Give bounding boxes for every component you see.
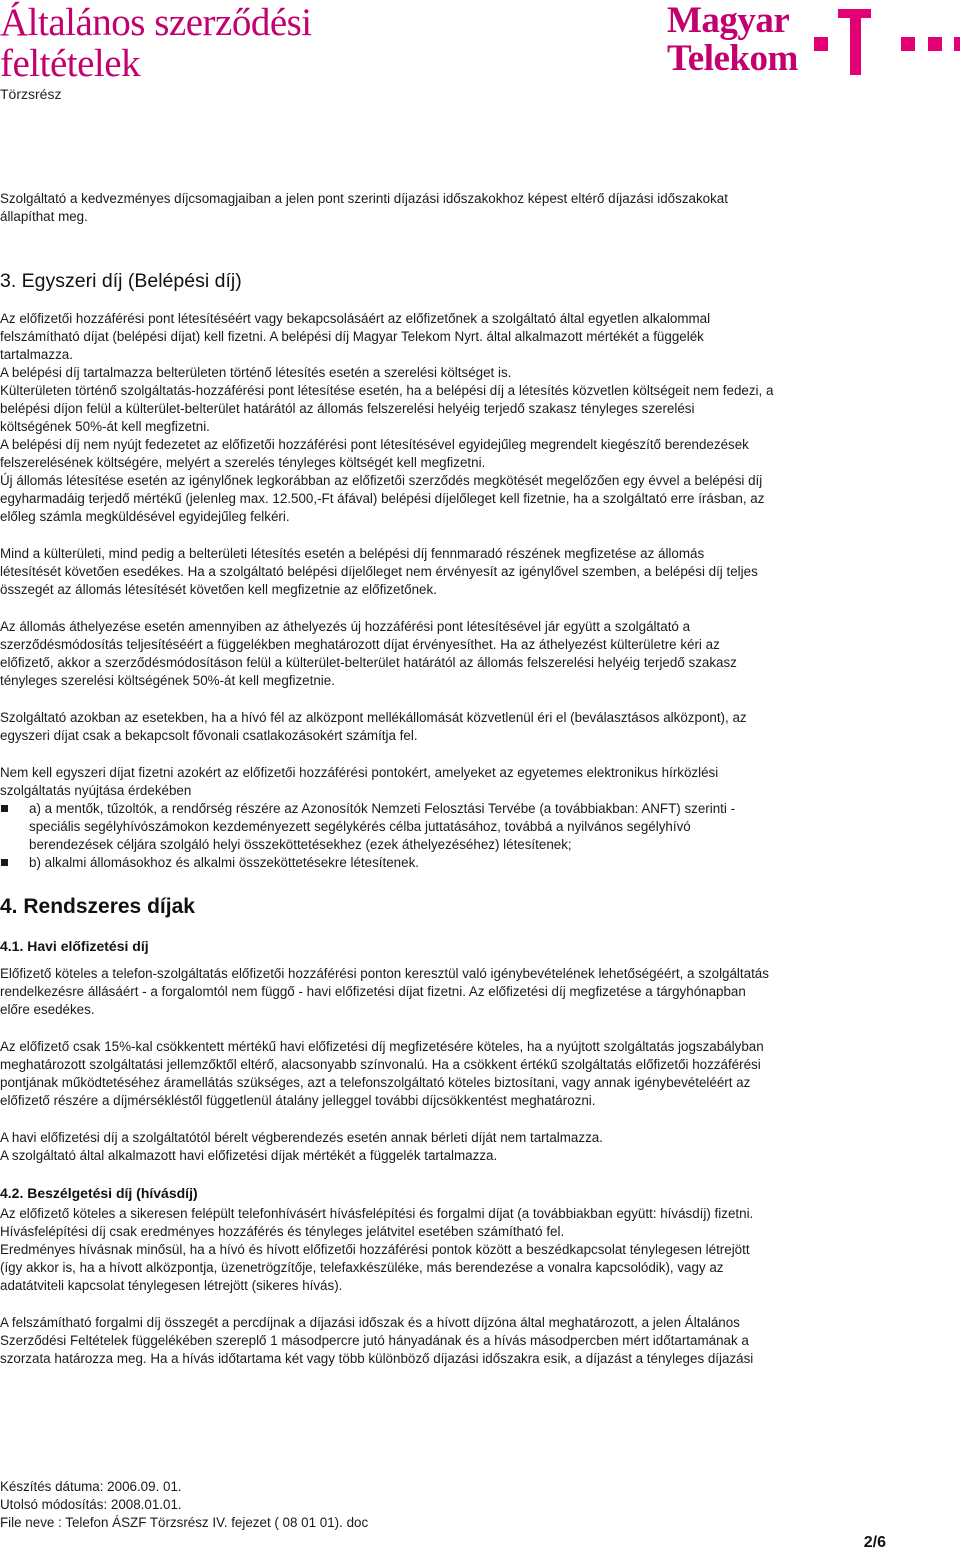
text-line: belépési díjon felül a külterület-belterület határától az állomás felszerelési helyéig terjedő szakasz tényleges szerelési bbox=[0, 401, 695, 416]
logo-square-left bbox=[814, 37, 828, 51]
text-line: rendelkezésre állásáért - a forgalomtól nem függő - havi előfizetési díjat fizetni. Az előfizetési díj megfizetése a tárgyhónapban bbox=[0, 984, 746, 999]
text-line: Szolgáltató azokban az esetekben, ha a hívó fél az alközpont mellékállomását közvetlenül éri el (beválasztásos alközpont), az bbox=[0, 710, 747, 725]
text-line: berendezések céljára szolgáló helyi összeköttetésekhez (ezek áthelyezéséhez) létesítenek; bbox=[29, 837, 572, 852]
section-4-2-heading: 4.2. Beszélgetési díj (hívásdíj) bbox=[0, 1185, 198, 1201]
text-line: b) alkalmi állomásokhoz és alkalmi összeköttetésekre létesítenek. bbox=[29, 855, 419, 870]
text-line: A felszámítható forgalmi díj összegét a percdíjnak a díjazási időszak és a hívott díjzóna által meghatározott, a jelen Általános bbox=[0, 1315, 740, 1330]
text-line: Külterületen történő szolgáltatás-hozzáférési pont létesítése esetén, ha a belépési díj a létesítés közvetlen költségeit nem fedezi, a bbox=[0, 383, 774, 398]
text-line: előfizető, akkor a szerződésmódosításon felül a külterület-belterület határától az állomás felszerelési helyéig terjedő szakasz bbox=[0, 655, 737, 670]
text-line: felszerelésének költségére, melyért a szerelés tényleges költségét kell megfizetni. bbox=[0, 455, 486, 470]
brand-name bbox=[667, 2, 798, 78]
text-line: a) a mentők, tűzoltók, a rendőrség részére az Azonosítók Nemzeti Felosztási Tervébe (a továbbiakban: ANFT) szerinti - bbox=[29, 801, 736, 816]
section-3-paragraph-2 bbox=[0, 545, 958, 599]
section-4-1-paragraph-3 bbox=[0, 1129, 958, 1165]
text-line: Szolgáltató a kedvezményes díjcsomagjaiban a jelen pont szerinti díjazási időszakokhoz képest eltérő díjazási időszakokat bbox=[0, 191, 728, 206]
logo-square-right-3 bbox=[954, 37, 960, 51]
text-line: Eredményes hívásnak minősül, ha a hívó és hívott előfizetői hozzáférési pontok között a beszédkapcsolat ténylegesen létrejött bbox=[0, 1242, 750, 1257]
text-line: adatátviteli kapcsolat ténylegesen létrejött (sikeres hívás). bbox=[0, 1278, 343, 1293]
document-title bbox=[0, 2, 312, 84]
section-3-paragraph-4 bbox=[0, 709, 958, 745]
text-line: Nem kell egyszeri díjat fizetni azokért az előfizetői hozzáférési pontokért, amelyeket az egyetemes elektronikus hírközlési bbox=[0, 765, 719, 780]
text-line: Az előfizetői hozzáférési pont létesítéséért vagy bekapcsolásáért az előfizetőnek a szolgáltató által egyetlen alkalommal bbox=[0, 311, 711, 326]
text-line: tartalmazza. bbox=[0, 347, 73, 362]
section-4-heading: 4. Rendszeres díjak bbox=[0, 895, 195, 918]
text-line: Az előfizető csak 15%-kal csökkentett mértékű havi előfizetési díj megfizetésére köteles, ha a nyújtott szolgáltatás jogszabályban bbox=[0, 1039, 764, 1054]
section-3-paragraph-3 bbox=[0, 618, 958, 690]
document-footer bbox=[0, 1478, 368, 1532]
text-line: Új állomás létesítése esetén az igénylőnek legkorábban az előfizetői szerződés megkötését megelőzően egy évvel a belépési díj bbox=[0, 473, 763, 488]
text-line: A belépési díj nem nyújt fedezetet az előfizetői hozzáférési pont létesítésével egyidejűleg megrendelt kiegészítő berendezések bbox=[0, 437, 749, 452]
document-subtitle: Törzsrész bbox=[0, 86, 62, 102]
brand-name-line-1: Magyar bbox=[667, 0, 790, 41]
section-4-1-heading: 4.1. Havi előfizetési díj bbox=[0, 938, 149, 954]
text-line: meghatározott szolgáltatási jellemzőktől eltérő, alacsonyabb színvonalú. Ha a csökkent értékű szolgáltatás előfizetői hozzáférési bbox=[0, 1057, 761, 1072]
text-line: egyharmadáig terjedő mértékű (jelenleg max. 12.500,-Ft áfával) belépési díjelőleget kell fizetnie, ha a szolgáltató erre írásban, az bbox=[0, 491, 765, 506]
text-line: tényleges szerelési költségének 50%-át kell megfizetnie. bbox=[0, 673, 335, 688]
text-line: (így akkor is, ha a hívott alközpontja, üzenetrögzítője, telefaxkészüléke, más berendezése a vonalra kapcsolódik), vagy az bbox=[0, 1260, 724, 1275]
page-number: 2/6 bbox=[863, 1534, 886, 1551]
section-3-heading: 3. Egyszeri díj (Belépési díj) bbox=[0, 270, 242, 292]
brand-name-line-2: Telekom bbox=[667, 38, 798, 79]
document-title-line-2: feltételek bbox=[0, 42, 141, 85]
footer-filename: File neve : Telefon ÁSZF Törzsrész IV. fejezet ( 08 01 01). doc bbox=[0, 1515, 369, 1530]
footer-modified-date: Utolsó módosítás: 2008.01.01. bbox=[0, 1497, 182, 1512]
text-line: előleg számla megküldésével egyidejűleg felkéri. bbox=[0, 509, 290, 524]
text-line: előre esedékes. bbox=[0, 1002, 95, 1017]
list-item bbox=[0, 854, 958, 872]
text-line: pontjának működtetéséhez áramellátás szükséges, azt a telefonszolgáltató köteles biztosítani, vagy annak igénybevételéért az bbox=[0, 1075, 751, 1090]
text-line: létesítését követően esedékes. Ha a szolgáltató belépési díjelőleget nem érvényesít az igénylővel szemben, a belépési díj teljes bbox=[0, 564, 758, 579]
text-line: összegét az állomás létesítését követően kell megfizetnie az előfizetőnek. bbox=[0, 582, 437, 597]
list-item bbox=[0, 800, 958, 854]
text-line: szolgáltatás nyújtása érdekében bbox=[0, 783, 192, 798]
section-4-2-paragraph-1 bbox=[0, 1205, 958, 1295]
text-line: egyszeri díjat csak a bekapcsolt fővonali csatlakozásokért számítja fel. bbox=[0, 728, 418, 743]
section-4-1-paragraph-1 bbox=[0, 965, 958, 1019]
text-line: állapíthat meg. bbox=[0, 209, 88, 224]
text-line: Előfizető köteles a telefon-szolgáltatás előfizetői hozzáférési ponton keresztül való igénybevételének lehetőségéért, a szolgáltatás bbox=[0, 966, 769, 981]
intro-paragraph bbox=[0, 190, 958, 226]
text-line: előfizető részére a díjmérsékléstől függetlenül átalány jelleggel további díjcsökkentést meghatározni. bbox=[0, 1093, 596, 1108]
section-4-2-paragraph-2 bbox=[0, 1314, 958, 1368]
text-line: szerződésmódosítás teljesítéséért a függelékben meghatározott díjat érvényesíthet. Ha az áthelyezést külterületre kéri az bbox=[0, 637, 720, 652]
square-bullet-icon bbox=[1, 805, 8, 812]
text-line: szorzata határozza meg. Ha a hívás időtartama két vagy több különböző díjazási időszakra esik, a díjazást a tényleges díjazási bbox=[0, 1351, 754, 1366]
logo-t-stem bbox=[850, 9, 861, 75]
logo-square-right-2 bbox=[928, 37, 942, 51]
text-line: költségének 50%-át kell megfizetni. bbox=[0, 419, 210, 434]
logo-square-right-1 bbox=[901, 37, 915, 51]
section-4-1-paragraph-2 bbox=[0, 1038, 958, 1110]
text-line: Mind a külterületi, mind pedig a belterületi létesítés esetén a belépési díj fennmaradó részének megfizetése az állomás bbox=[0, 546, 705, 561]
text-line: speciális segélyhívószámokon kezdeményezett segélykérés célba juttatásához, továbbá a nyilvános segélyhívó bbox=[29, 819, 691, 834]
text-line: A havi előfizetési díj a szolgáltatótól bérelt végberendezés esetén annak bérleti díját nem tartalmazza. bbox=[0, 1130, 603, 1145]
text-line: felszámítható díjat (belépési díjat) kell fizetni. A belépési díj Magyar Telekom Nyrt. által alkalmazott mértékét a függelék bbox=[0, 329, 704, 344]
text-line: A belépési díj tartalmazza belterületen történő létesítés esetén a szerelési költséget is. bbox=[0, 365, 512, 380]
section-3-paragraph-5 bbox=[0, 764, 958, 800]
text-line: A szolgáltató által alkalmazott havi előfizetési díjak mértékét a függelék tartalmazza. bbox=[0, 1148, 498, 1163]
section-3-paragraph-1 bbox=[0, 310, 958, 526]
document-title-line-1: Általános szerződési bbox=[0, 1, 312, 44]
text-line: Szerződési Feltételek függelékében szereplő 1 másodpercre jutó hányadának és a hívás másodpercben mért időtartamának a bbox=[0, 1333, 749, 1348]
footer-created-date: Készítés dátuma: 2006.09. 01. bbox=[0, 1479, 182, 1494]
document-body bbox=[0, 190, 958, 1368]
text-line: Hívásfelépítési díj csak eredményes hozzáférés és tényleges jelátvitel esetében számítható fel. bbox=[0, 1224, 565, 1239]
text-line: Az állomás áthelyezése esetén amennyiben az áthelyezés új hozzáférési pont létesítésével jár együtt a szolgáltató a bbox=[0, 619, 691, 634]
exemption-list bbox=[0, 800, 958, 872]
text-line: Az előfizető köteles a sikeresen felépült telefonhívásért hívásfelépítési és forgalmi díjat (a továbbiakban együtt: hívásdíj) fizetni. bbox=[0, 1206, 754, 1221]
square-bullet-icon bbox=[1, 859, 8, 866]
telekom-t-logo-icon bbox=[812, 6, 960, 76]
